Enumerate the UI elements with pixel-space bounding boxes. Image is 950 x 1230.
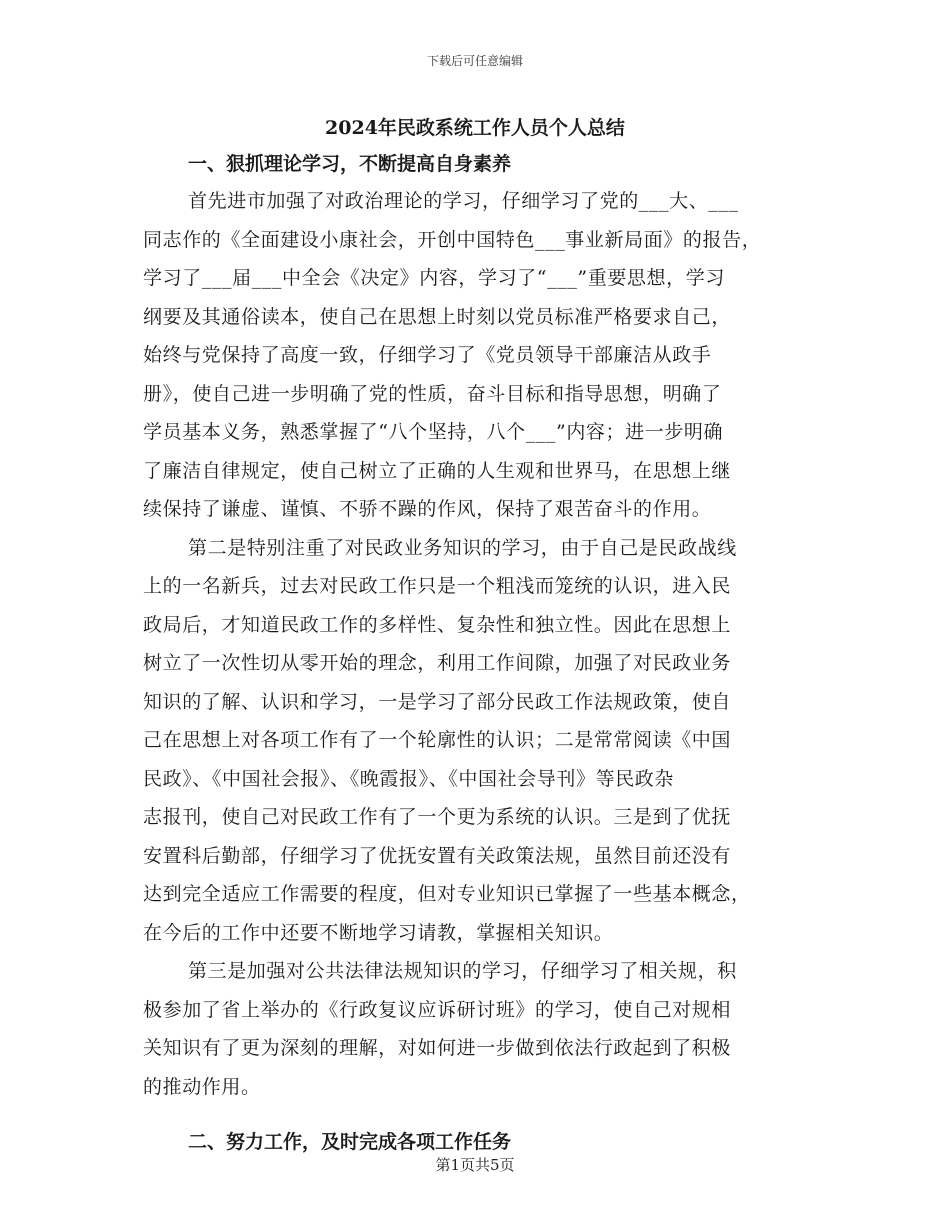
document-title: 2024年民政系统工作人员个人总结 bbox=[325, 117, 625, 139]
paragraph-line: 志报刊，使自己对民政工作有了一个更为系统的认识。三是到了优抚 bbox=[143, 806, 732, 828]
paragraph-line: 达到完全适应工作需要的程度，但对专业知识已掌握了一些基本概念， bbox=[143, 883, 751, 905]
page-header-note: 下载后可任意编辑 bbox=[426, 54, 523, 68]
paragraph-line: 学员基本义务，熟悉掌握了“八个坚持，八个___”内容；进一步明确 bbox=[143, 421, 724, 443]
section-heading-2: 二、努力工作，及时完成各项工作任务 bbox=[188, 1131, 512, 1153]
paragraph-line: 首先进市加强了对政治理论的学习，仔细学习了党的___大、___ bbox=[188, 190, 739, 212]
paragraph-line: 册》，使自己进一步明确了党的性质，奋斗目标和指导思想，明确了 bbox=[143, 382, 722, 405]
paragraph-line: 纲要及其通俗读本，使自己在思想上时刻以党员标准严格要求自己， bbox=[143, 305, 732, 328]
paragraph-line: 在今后的工作中还要不断地学习请教，掌握相关知识。 bbox=[143, 921, 614, 944]
paragraph-line: 了廉洁自律规定，使自己树立了正确的人生观和世界马，在思想上继 bbox=[143, 459, 732, 482]
paragraph-3 bbox=[143, 952, 823, 1106]
paragraph-line: 始终与党保持了高度一致，仔细学习了《党员领导干部廉洁从政手 bbox=[143, 344, 712, 366]
paragraph-line: 学习了___届___中全会《决定》内容，学习了“___”重要思想，学习 bbox=[143, 267, 725, 289]
paragraph-line: 上的一名新兵，过去对民政工作只是一个粗浅而笼统的认识，进入民 bbox=[143, 575, 732, 597]
paragraph-line: 关知识有了更为深刻的理解，对如何进一步做到依法行政起到了积极 bbox=[143, 1037, 732, 1059]
paragraph-line: 知识的了解、认识和学习，一是学习了部分民政工作法规政策，使自 bbox=[143, 690, 732, 713]
page-footer-number: 第1页共5页 bbox=[435, 1156, 515, 1174]
paragraph-1 bbox=[143, 182, 823, 529]
paragraph-2 bbox=[143, 529, 823, 953]
paragraph-line: 己在思想上对各项工作有了一个轮廓性的认识；二是常常阅读《中国 bbox=[143, 729, 732, 751]
paragraph-line: 续保持了谦虚、谨慎、不骄不躁的作风，保持了艰苦奋斗的作用。 bbox=[143, 498, 712, 520]
paragraph-line: 第二是特别注重了对民政业务知识的学习，由于自己是民政战线 bbox=[188, 536, 737, 559]
paragraph-line: 安置科后勤部，仔细学习了优抚安置有关政策法规，虽然目前还没有 bbox=[143, 844, 732, 867]
paragraph-line: 的推动作用。 bbox=[143, 1075, 261, 1098]
paragraph-line: 同志作的《全面建设小康社会，开创中国特色___事业新局面》的报告， bbox=[143, 228, 762, 251]
section-heading-1: 一、狠抓理论学习，不断提高自身素养 bbox=[188, 153, 512, 175]
paragraph-line: 政局后，才知道民政工作的多样性、复杂性和独立性。因此在思想上 bbox=[143, 613, 732, 636]
paragraph-line: 第三是加强对公共法律法规知识的学习，仔细学习了相关规，积 bbox=[188, 960, 737, 982]
paragraph-line: 极参加了省上举办的《行政复议应诉研讨班》的学习，使自己对规相 bbox=[143, 998, 732, 1021]
paragraph-line: 民政》、《中国社会报》、《晚霞报》、《中国社会导刊》等民政杂 bbox=[143, 767, 675, 790]
paragraph-line: 树立了一次性切从零开始的理念，利用工作间隙，加强了对民政业务 bbox=[143, 652, 732, 674]
document-body bbox=[143, 146, 823, 1160]
